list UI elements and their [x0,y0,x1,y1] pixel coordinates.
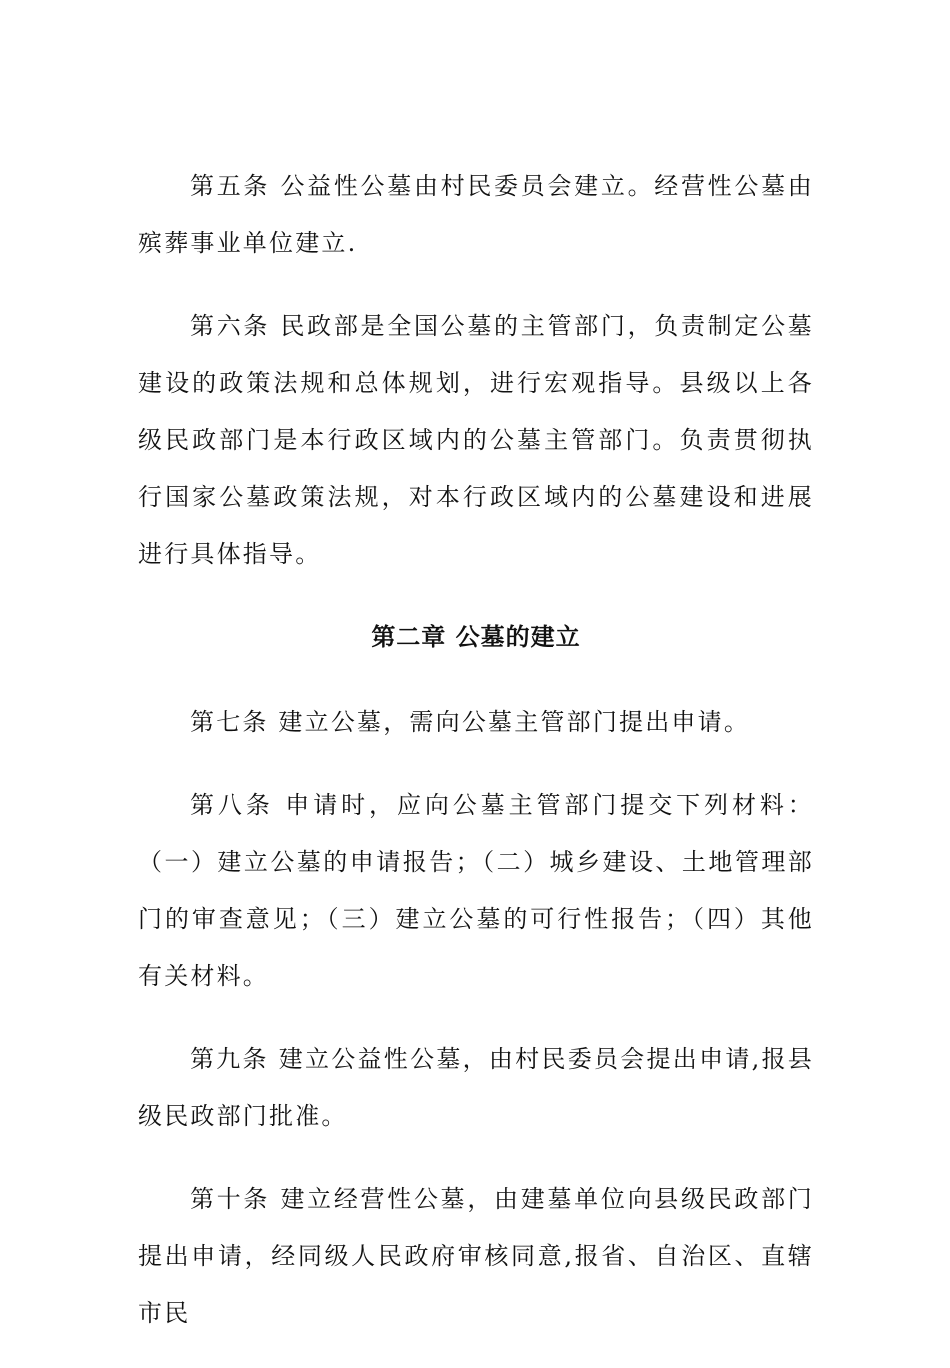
article-9: 第九条 建立公益性公墓，由村民委员会提出申请,报县级民政部门批准。 [138,1045,814,1130]
article-10: 第十条 建立经营性公墓，由建墓单位向县级民政部门提出申请，经同级人民政府审核同意,报省、自治区、直辖市民 [138,1185,814,1327]
article-8: 第八条 申请时，应向公墓主管部门提交下列材料：（一）建立公墓的申请报告；（二）城乡建设、土地管理部门的审查意见；（三）建立公墓的可行性报告；（四）其他有关材料。 [138,791,814,990]
article-6: 第六条 民政部是全国公墓的主管部门，负责制定公墓建设的政策法规和总体规划，进行宏观指导。县级以上各级民政部门是本行政区域内的公墓主管部门。负责贯彻执行国家公墓政策法规，对本行政区域内的公墓建设和进展进行具体指导。 [138,312,814,568]
article-7: 第七条 建立公墓，需向公墓主管部门提出申请。 [190,708,751,736]
article-5: 第五条 公益性公墓由村民委员会建立。经营性公墓由殡葬事业单位建立. [138,172,814,257]
document-page [138,158,814,1368]
chapter-title: 第二章 公墓的建立 [371,623,581,651]
